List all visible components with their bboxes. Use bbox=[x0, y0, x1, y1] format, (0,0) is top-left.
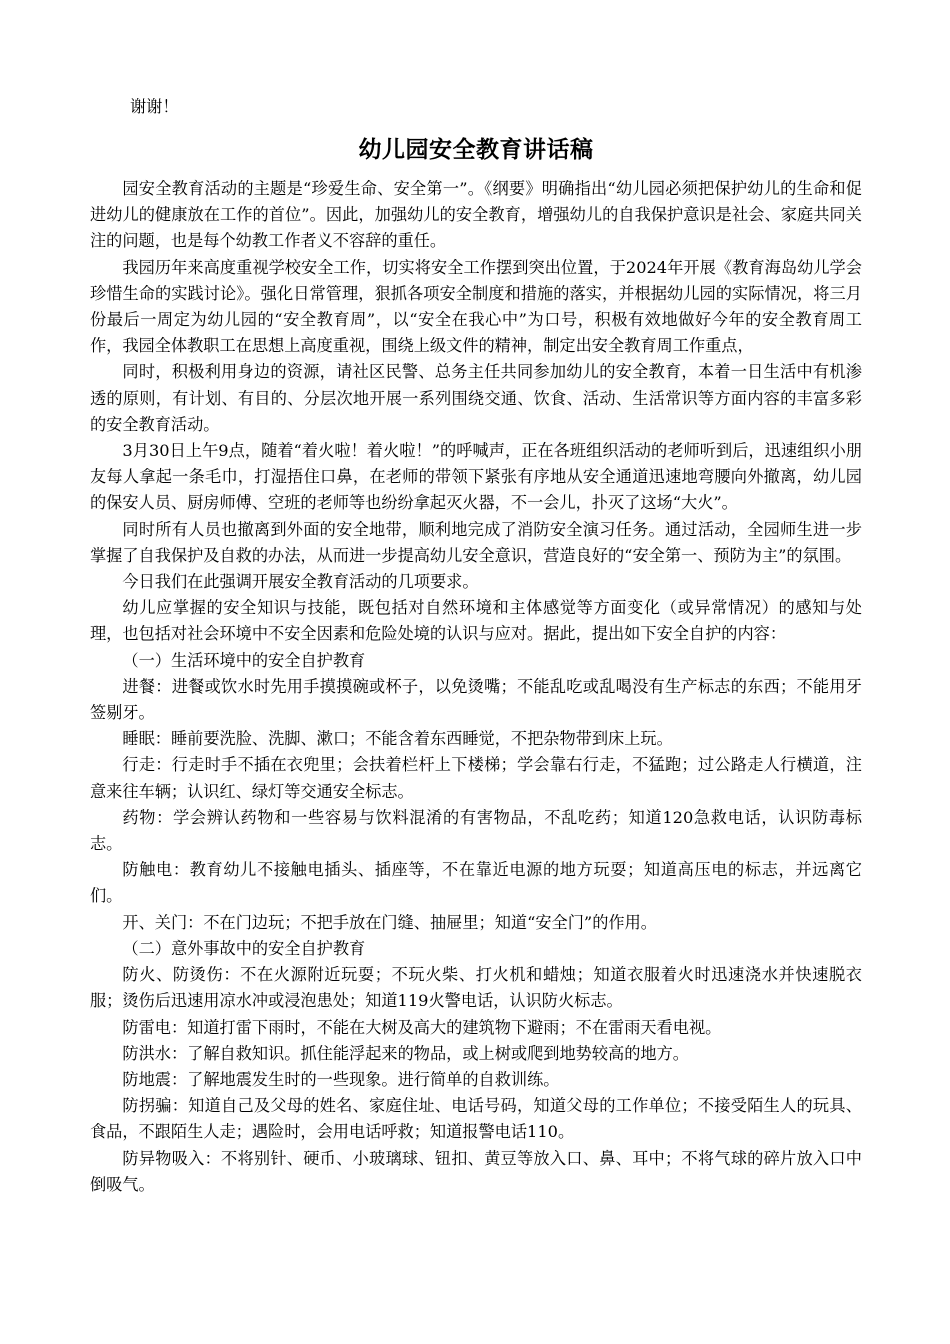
item-medicine: 药物：学会辨认药物和一些容易与饮料混淆的有害物品，不乱吃药；知道120急救电话，认识防毒标志。 bbox=[90, 807, 862, 854]
closing-thanks: 谢谢！ bbox=[130, 97, 179, 116]
section-heading-accidents: （二）意外事故中的安全自护教育 bbox=[122, 938, 366, 958]
item-abduction: 防拐骗：知道自己及父母的姓名、家庭住址、电话号码，知道父母的工作单位；不接受陌生人的玩具、食品，不跟陌生人走；遇险时，会用电话呼救；知道报警电话110。 bbox=[90, 1096, 862, 1142]
item-walking: 行走：行走时手不插在衣兜里；会扶着栏杆上下楼梯；学会靠右行走，不猛跑；过公路走人行横道，注意来往车辆；认识红、绿灯等交通安全标志。 bbox=[90, 755, 862, 801]
paragraph-fire-drill: 3月30日上午9点，随着“着火啦！着火啦！”的呼喊声，正在各班组织活动的老师听到后，迅速组织小朋友每人拿起一条毛巾，打湿捂住口鼻，在老师的带领下紧张有序地从安全通道迅速地弯腰向外撤离，幼儿园的保安人员、厨房师傅、空班的老师等也纷纷拿起灭火器，不一会儿，扑灭了这场“大火”。 bbox=[90, 441, 862, 513]
item-doors: 开、关门：不在门边玩；不把手放在门缝、抽屉里；知道“安全门”的作用。 bbox=[122, 912, 657, 932]
paragraph-resources: 同时，积极利用身边的资源，请社区民警、总务主任共同参加幼儿的安全教育，本着一日生活中有机渗透的原则，有计划、有目的、分层次地开展一系列围绕交通、饮食、活动、生活常识等方面内容的丰富多彩的安全教育活动。 bbox=[90, 362, 862, 434]
item-foreign-objects: 防异物吸入：不将别针、硬币、小玻璃球、钮扣、黄豆等放入口、鼻、耳中；不将气球的碎片放入口中倒吸气。 bbox=[90, 1148, 862, 1194]
paragraph-history: 我园历年来高度重视学校安全工作，切实将安全工作摆到突出位置，于2024年开展《教育海岛幼儿学会珍惜生命的实践讨论》。强化日常管理，狠抓各项安全制度和措施的落实，并根据幼儿园的实际情况，将三月份最后一周定为幼儿园的“安全教育周”，以“安全在我心中”为口号，积极有效地做好今年的安全教育周工作，我园全体教职工在思想上高度重视，围绕上级文件的精神，制定出安全教育周工作重点， bbox=[90, 257, 862, 356]
section-heading-living-environment: （一）生活环境中的安全自护教育 bbox=[122, 650, 366, 670]
item-flood: 防洪水：了解自救知识。抓住能浮起来的物品，或上树或爬到地势较高的地方。 bbox=[122, 1043, 689, 1063]
item-sleeping: 睡眠：睡前要洗脸、洗脚、漱口；不能含着东西睡觉，不把杂物带到床上玩。 bbox=[122, 729, 673, 749]
item-earthquake: 防地震：了解地震发生时的一些现象。进行简单的自救训练。 bbox=[122, 1069, 560, 1089]
item-fire-burns: 防火、防烫伤：不在火源附近玩耍；不玩火柴、打火机和蜡烛；知道衣服着火时迅速浇水并快速脱衣服；烫伤后迅速用凉水冲或浸泡患处；知道119火警电话，认识防火标志。 bbox=[90, 965, 862, 1011]
document-page bbox=[90, 94, 862, 1198]
page-title: 幼儿园安全教育讲话稿 bbox=[358, 136, 594, 163]
paragraph-drill-result: 同时所有人员也撤离到外面的安全地带，顺利地完成了消防安全演习任务。通过活动，全园师生进一步掌握了自我保护及自救的办法，从而进一步提高幼儿安全意识，营造良好的“安全第一、预防为主”的氛围。 bbox=[90, 519, 862, 565]
paragraph-theme: 园安全教育活动的主题是“珍爱生命、安全第一”。《纲要》明确指出“幼儿园必须把保护幼儿的生命和促进幼儿的健康放在工作的首位”。因此，加强幼儿的安全教育，增强幼儿的自我保护意识是社会、家庭共同关注的问题，也是每个幼教工作者义不容辞的重任。 bbox=[90, 179, 862, 251]
item-eating: 进餐：进餐或饮水时先用手摸摸碗或杯子，以免烫嘴；不能乱吃或乱喝没有生产标志的东西；不能用牙签剔牙。 bbox=[90, 676, 862, 723]
item-lightning: 防雷电：知道打雷下雨时，不能在大树及高大的建筑物下避雨；不在雷雨天看电视。 bbox=[122, 1017, 722, 1037]
paragraph-requirements-intro: 今日我们在此强调开展安全教育活动的几项要求。 bbox=[122, 572, 479, 592]
paragraph-knowledge-skills: 幼儿应掌握的安全知识与技能，既包括对自然环境和主体感觉等方面变化（或异常情况）的感知与处理，也包括对社会环境中不安全因素和危险处境的认识与应对。据此，提出如下安全自护的内容： bbox=[90, 598, 862, 644]
item-electric-shock: 防触电：教育幼儿不接触电插头、插座等，不在靠近电源的地方玩耍；知道高压电的标志，并远离它们。 bbox=[90, 860, 862, 906]
